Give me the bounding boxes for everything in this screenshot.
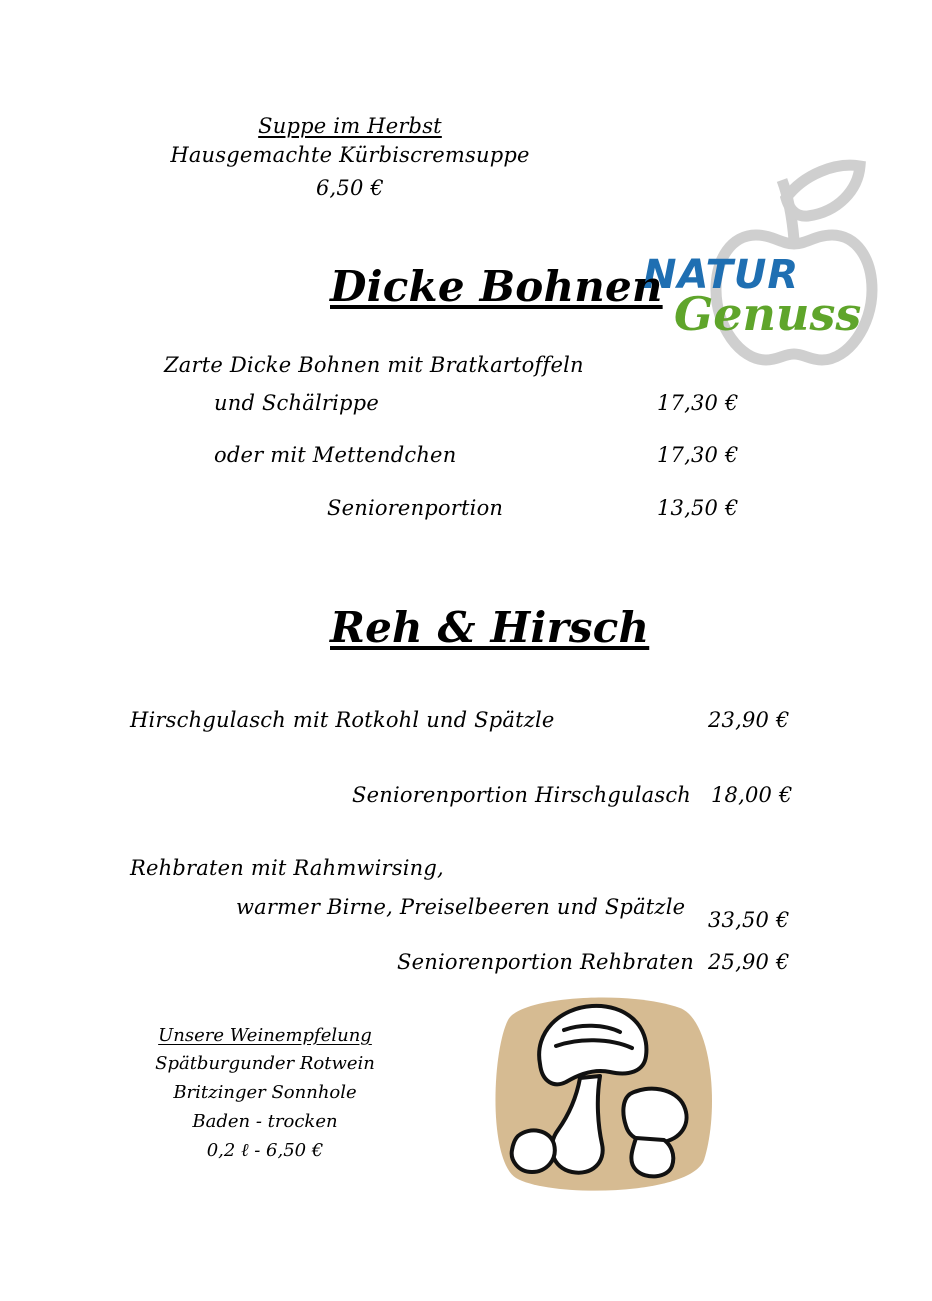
item-0-line2: und Schälrippe [214, 391, 379, 415]
item-5-line1: Rehbraten mit Rahmwirsing, [130, 856, 444, 880]
item-1-line1: oder mit Mettendchen [214, 443, 457, 467]
section-heading-dicke-bohnen: Dicke Bohnen [330, 262, 663, 311]
mushroom-icon [480, 990, 730, 1200]
soup-title: Suppe im Herbst [258, 114, 442, 138]
wine-recommendation [130, 1022, 400, 1166]
wine-line-3: Baden - trocken [192, 1111, 338, 1133]
soup-price: 6,50 € [316, 175, 384, 200]
item-4-price: 18,00 € [711, 783, 793, 807]
soup-description: Hausgemachte Kürbiscremsuppe [170, 143, 530, 168]
logo-word-genuss: Genuss [674, 287, 862, 341]
item-1-price: 17,30 € [657, 443, 739, 467]
item-5-line2: warmer Birne, Preiselbeeren und Spätzle [236, 895, 686, 919]
wine-line-4: 0,2 ℓ - 6,50 € [206, 1140, 324, 1162]
logo-word-natur: NATUR [643, 252, 800, 298]
item-6-price: 25,90 € [708, 950, 790, 974]
item-4-line1: Seniorenportion Hirschgulasch [352, 783, 692, 807]
soup-block [130, 112, 570, 205]
item-0-line1: Zarte Dicke Bohnen mit Bratkartoffeln [164, 353, 584, 377]
item-3-price: 23,90 € [708, 708, 790, 732]
item-5-price: 33,50 € [708, 908, 790, 932]
wine-line-2: Britzinger Sonnhole [173, 1082, 357, 1104]
item-0-price: 17,30 € [657, 391, 739, 415]
item-2-line1: Seniorenportion [327, 496, 504, 520]
item-3-line1: Hirschgulasch mit Rotkohl und Spätzle [130, 708, 555, 732]
item-6-line1: Seniorenportion Rehbraten [397, 950, 694, 974]
item-2-price: 13,50 € [657, 496, 739, 520]
natur-genuss-logo [636, 140, 906, 380]
section-heading-reh-hirsch: Reh & Hirsch [330, 603, 650, 652]
wine-line-1: Spätburgunder Rotwein [155, 1053, 375, 1074]
wine-title: Unsere Weinempfelung [158, 1025, 372, 1046]
mushrooms-illustration [480, 990, 730, 1200]
